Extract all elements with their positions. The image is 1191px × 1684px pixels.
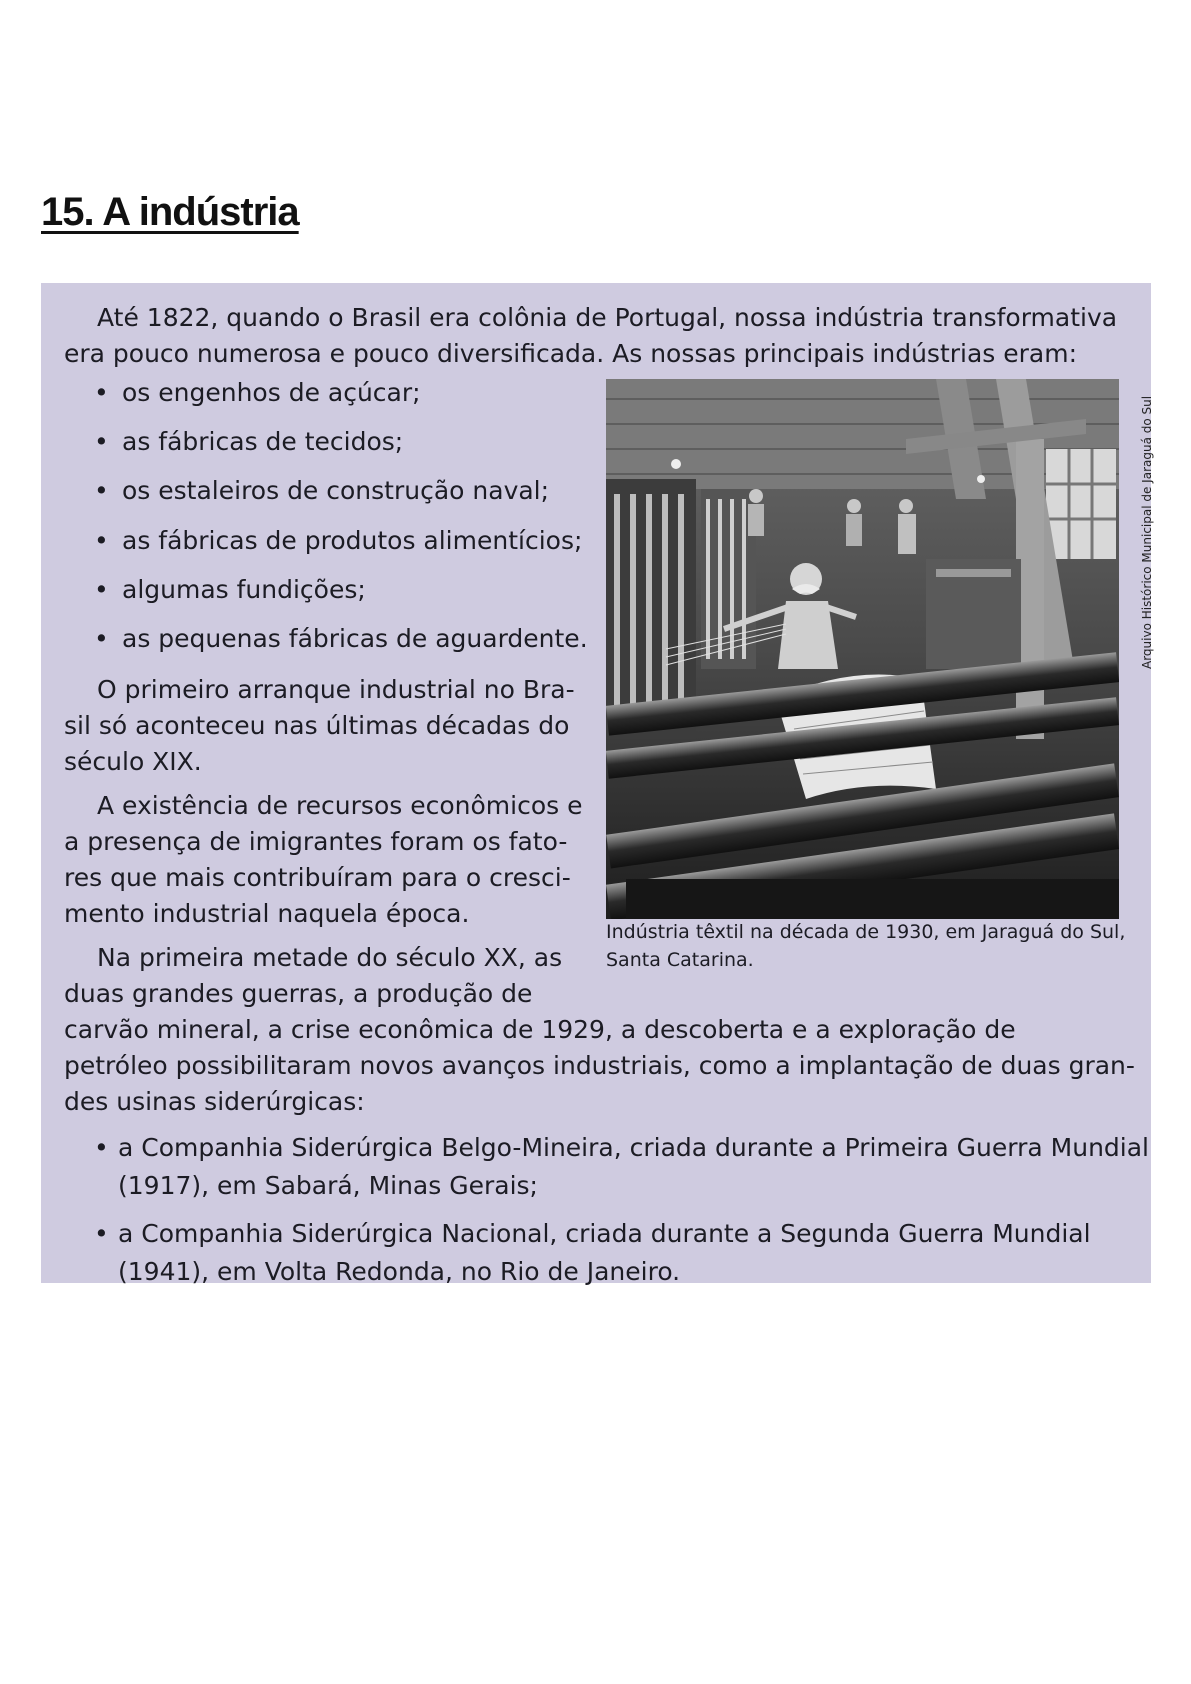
paragraph-3-line-2: a presença de imigrantes foram os fato-: [64, 827, 568, 856]
list-item-continuation: (1941), em Volta Redonda, no Rio de Janeiro.: [118, 1257, 681, 1286]
paragraph-4-line-3: carvão mineral, a crise econômica de 1929, a descoberta e a exploração de: [64, 1015, 1016, 1044]
list-item: • as pequenas fábricas de aguardente.: [94, 624, 588, 653]
intro-line-2: era pouco numerosa e pouco diversificada. As nossas principais indústrias eram:: [64, 339, 1078, 368]
list-item: • algumas fundições;: [94, 575, 366, 604]
photo-caption: Indústria têxtil na década de 1930, em Jaraguá do Sul, Santa Catarina.: [606, 921, 1126, 971]
paragraph-4-line-4: petróleo possibilitaram novos avanços industriais, como a implantação de duas gran-: [64, 1051, 1135, 1080]
paragraph-2-line-3: século XIX.: [64, 747, 202, 776]
intro-line-1: Até 1822, quando o Brasil era colônia de Portugal, nossa indústria transformativa: [97, 303, 1118, 332]
paragraph-3-line-1: A existência de recursos econômicos e: [97, 791, 583, 820]
page-title: 15. A indústria: [41, 190, 299, 234]
paragraph-4-line-5: des usinas siderúrgicas:: [64, 1087, 365, 1116]
paragraph-3-line-4: mento industrial naquela época.: [64, 899, 470, 928]
list-item: • as fábricas de tecidos;: [94, 427, 404, 456]
list-item: • os estaleiros de construção naval;: [94, 476, 550, 505]
paragraph-2-line-1: O primeiro arranque industrial no Bra-: [97, 675, 575, 704]
textile-factory-photo: [606, 379, 1119, 919]
photo-credit: Arquivo Histórico Municipal de Jaraguá do Sul: [1140, 395, 1154, 669]
paragraph-2-line-2: sil só aconteceu nas últimas décadas do: [64, 711, 570, 740]
paragraph-4-line-2: duas grandes guerras, a produção de: [64, 979, 533, 1008]
list-item: • as fábricas de produtos alimentícios;: [94, 526, 583, 555]
list-item-continuation: (1917), em Sabará, Minas Gerais;: [118, 1171, 538, 1200]
list-item: • a Companhia Siderúrgica Belgo-Mineira, criada durante a Primeira Guerra Mundial: [94, 1133, 1150, 1162]
list-item: • os engenhos de açúcar;: [94, 378, 421, 407]
paragraph-4-line-1: Na primeira metade do século XX, as: [97, 943, 563, 972]
paragraph-3-line-3: res que mais contribuíram para o cresci-: [64, 863, 571, 892]
list-item: • a Companhia Siderúrgica Nacional, criada durante a Segunda Guerra Mundial: [94, 1219, 1091, 1248]
